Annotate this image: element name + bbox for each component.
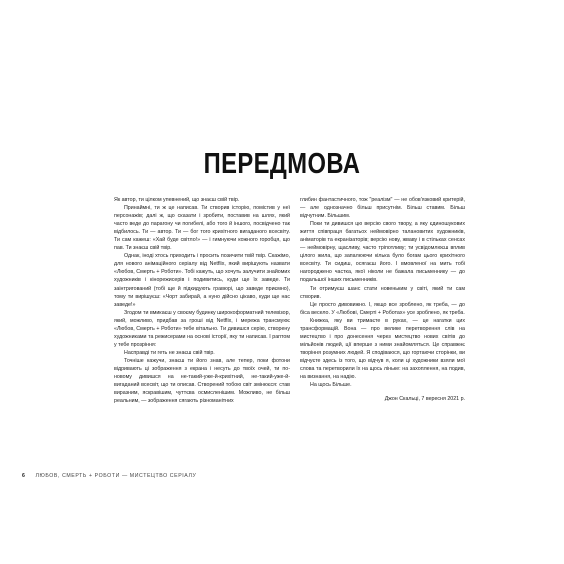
paragraph: Як автор, ти цілком упевнений, що знаєш свій твір. xyxy=(114,197,240,203)
running-title: ЛЮБОВ, СМЕРТЬ + РОБОТИ — МИСТЕЦТВО СЕРІАЛУ xyxy=(35,473,197,479)
paragraph: Згодом ти вмикаєш у своєму будинку широкоформатний телевізор, який, можливо, придбав за гроші від Netflix, і мережа трансмуює «Любов, Смерть + Роботи» тебе вітально. Ти дивишся серію, створену художниками та режисерами на основі історії, яку ти написав. І раптом у тебе прозріння: xyxy=(114,309,290,348)
paragraph: Однак, іноді хтось приходить і просить позичити твій твір. Скажімо, для нового анімаційного серіалу від Netflix, який вирішують назвати «Любов, Смерть + Роботи». Тобі кажуть, що хочуть залучити знайомих художників і кінорежисерів і подивитись, куди ще їх заведе. Ти заінтригований (тобі ще й підкидують гравюрі, що заведе приємно), тому ти вирішуєш: «Чорт забирай, а нуно дійсно цікаво, куди ще нас заведе!» xyxy=(114,253,290,308)
left-text-column xyxy=(114,196,290,405)
paragraph: Насправді ти геть не знаєш свій твір. xyxy=(124,349,215,356)
paragraph: На щось Більше. xyxy=(310,382,352,389)
paragraph: Ти отримуєш шанс стати новеньким у світі, який ти сам створив. xyxy=(300,285,465,300)
paragraph: Поки ти дивишся цю версію свого твору, а яку єдиношукових життя співпраця багатьох неймовірно талановитих художників, аніматорів та екранізаторів; версію нову, жваву і в стільках сенсах — неймовірну, щасливу, часто тріпотливу; ти усвідомлюєш вплив цілого жила, що запалюючи кілька було богам цього крихітного всесвіту. Ти сидиш, осягаєш його. І вмовленої на мить тобі нагороджено частка, якої ніколи не бажала письменнику — до подальшої інших письменників. xyxy=(300,221,465,284)
paragraph: Це просто дивовижно. І, якщо все зроблено, як треба, — до біса весело. У «Любові, Смерті + Роботах» усе зроблено, як треба. xyxy=(300,301,465,316)
page-title: ПЕРЕДМОВА xyxy=(203,148,361,180)
paragraph: Принаймні, ти ж це написав. Ти створив історію, помістив у неї персонажів; далі ж, що сказати і зробити, поставив на шлях, який часто веде до парагону чи погибелі, або того й іншого, посвідчено так відбилось. Ти — автор. Ти — бог того крихітного вигаданого всесвіту. Ти сам кажеш: «Хай буде світло!» — і гимнуючи кожного горобця, що пав. Ти знаєш свій твір. xyxy=(114,205,290,252)
page-footer xyxy=(22,473,196,479)
paragraph: глибин фантастичного, тож "реалізм" — не обов'язковий критерій, — але однозначно більш присутнім. Більш ставим. Більш відчутним. Більшим. xyxy=(300,197,465,220)
page-number: 6 xyxy=(22,473,26,479)
author-signature: Джон Скальці, 7 вересня 2021 р. xyxy=(384,396,465,403)
paragraph: Книжка, яку ви тримаєте в руках, — це нагатки цих трансформацій. Вона — про велике перетворення слів на мистецтво і про донесення через мистецтво нових світів до мільйонів людей, ції вперше з ними знайомляться. Це справжнє творіння розумних людей. Я сподіваюся, що гортаючи сторінки, ви відчуєте здесь із того, що відчув я, коли ці художники взяли мої слова та перетворили їх на щось ліньке: на захоплення, на подив, на визнання, на надію. xyxy=(300,317,465,381)
paragraph: Точніше кажучи, знаєш ти його знав, але тепер, поки фотони відривають ці зображення з екрана і несуть до твоїх очей, ти по-новому дивишся на не-такий-уже-й-крихітний, не-такий-уже-й-вигаданий всесвіт, що ти описав. Створений тобою світ змінюєся: став виразним, яскравішим, чуттєва осмисленішим. Можливо, не більш реальним, — зображення сягають різноманітних xyxy=(114,357,290,405)
right-text-column xyxy=(300,196,465,403)
